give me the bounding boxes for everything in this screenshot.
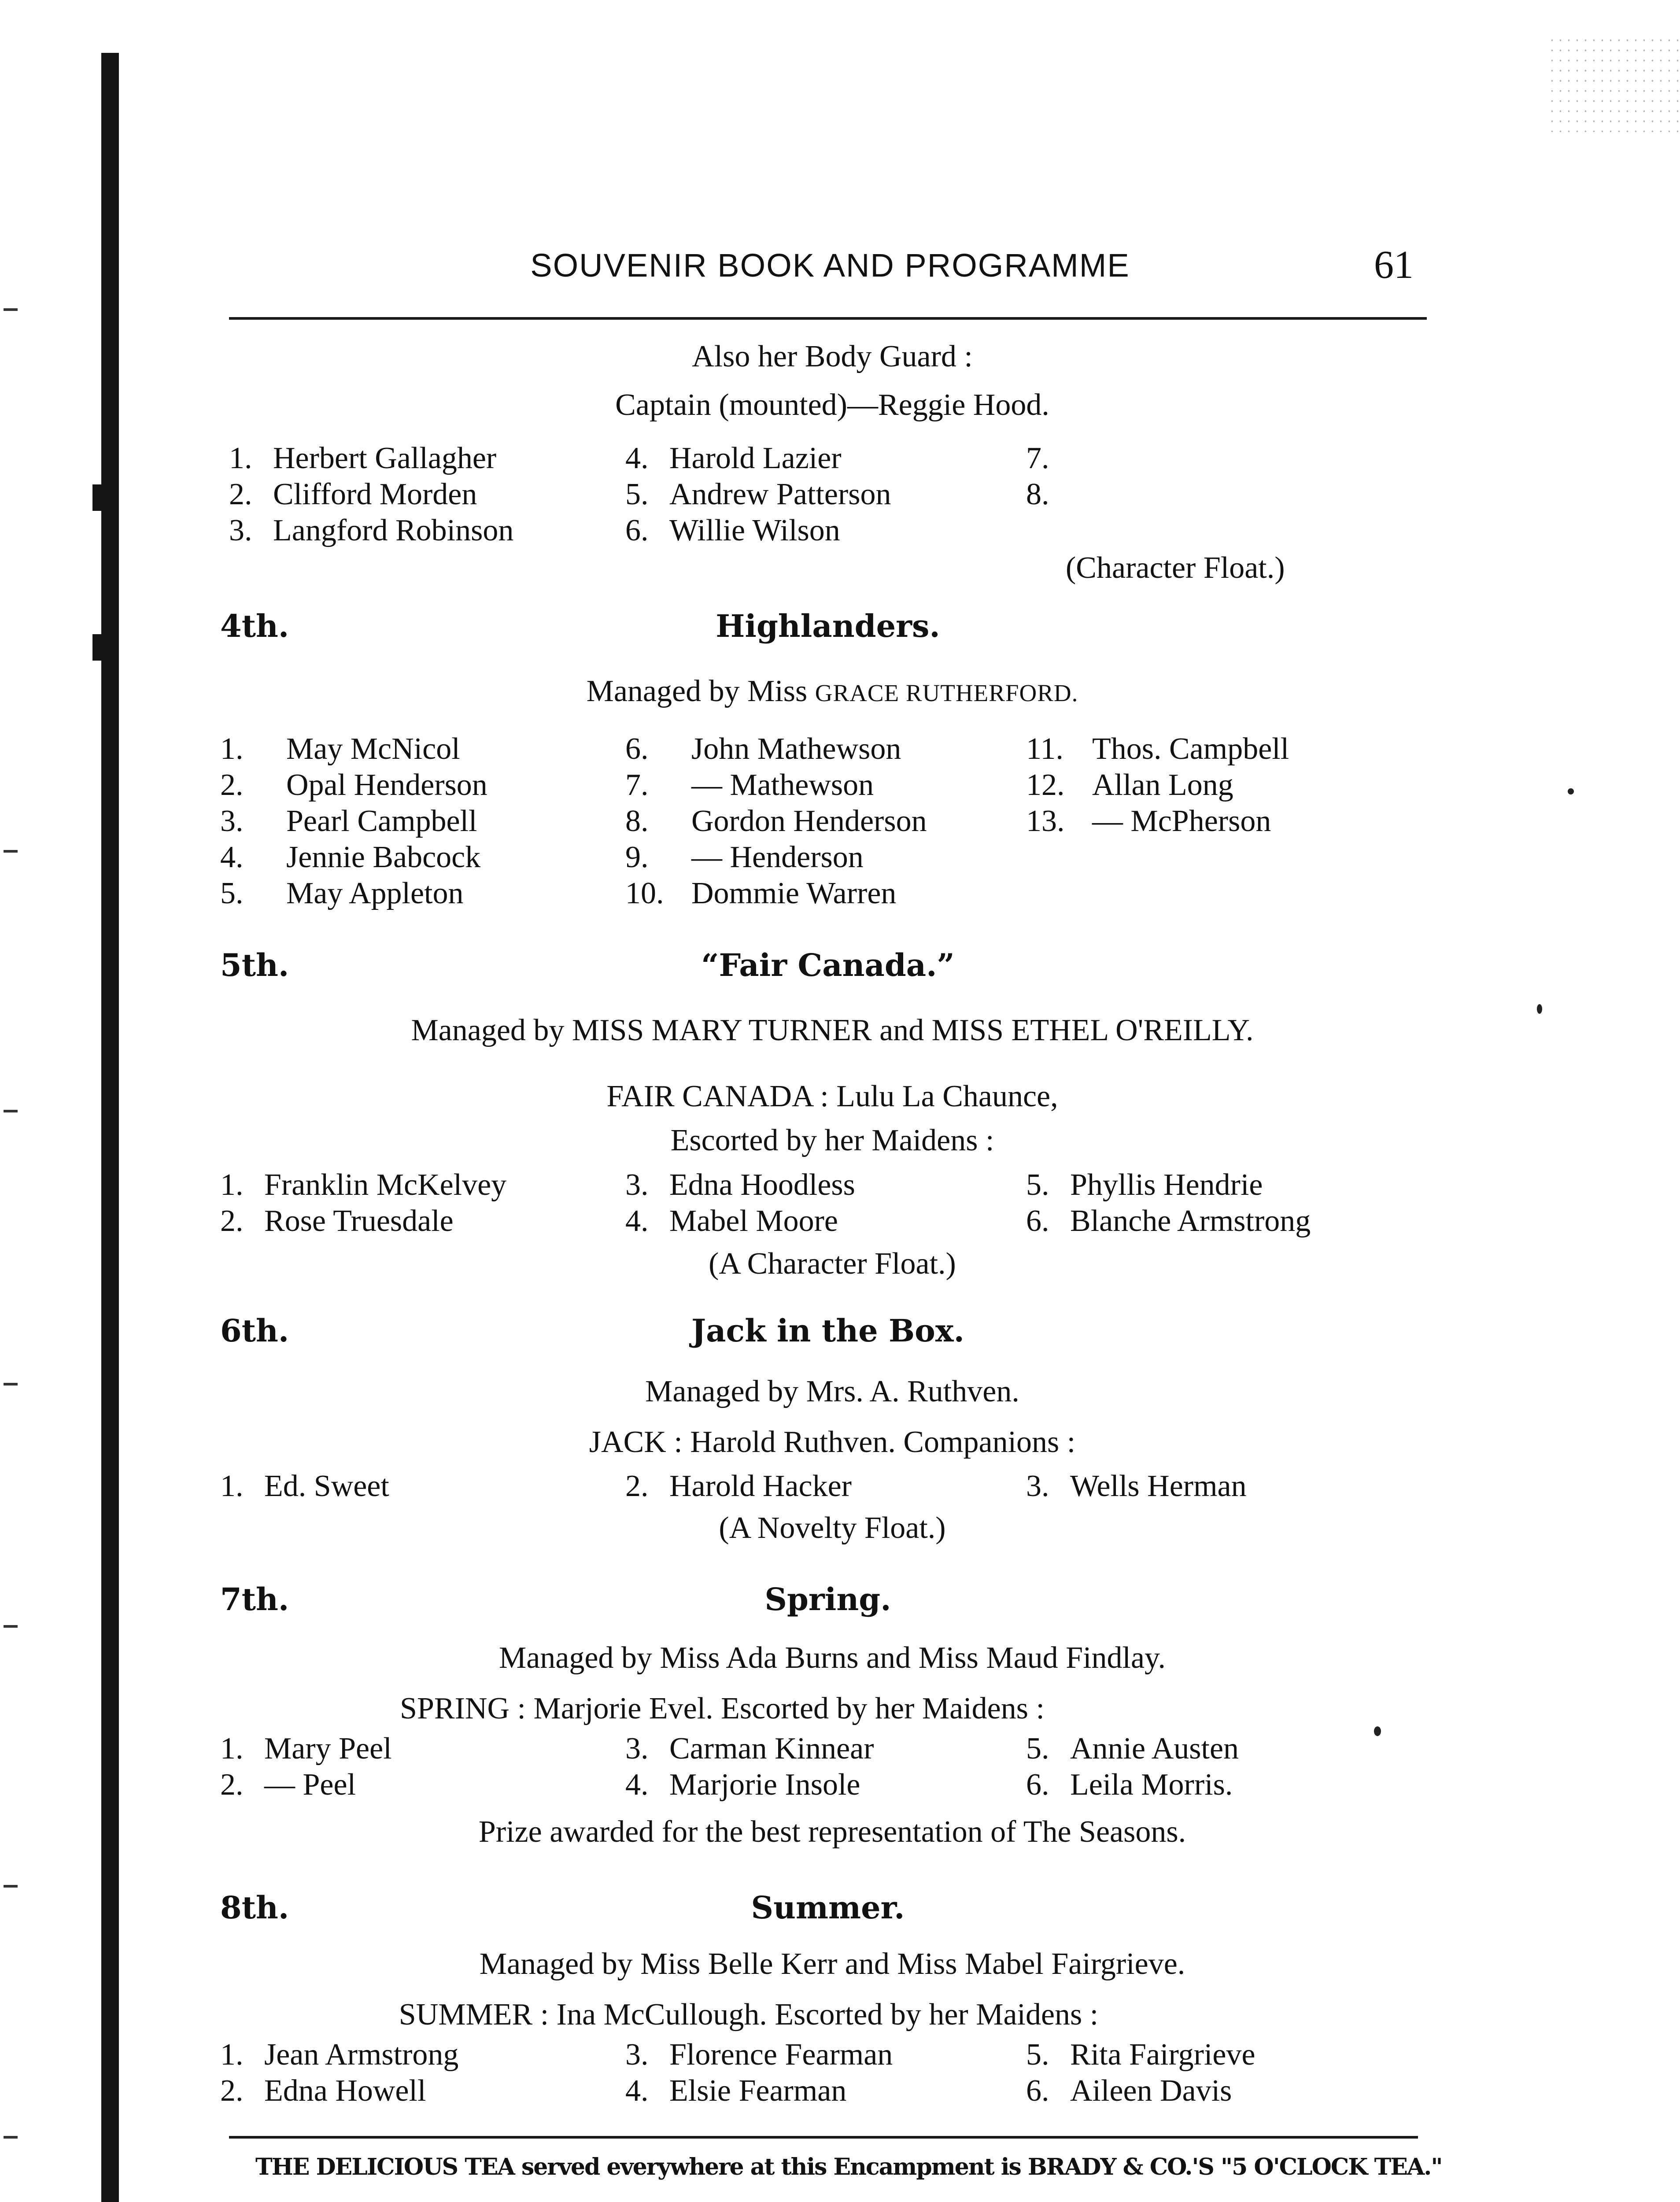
section-number: 5th. — [220, 947, 289, 983]
list-item: 2. Clifford Morden — [229, 477, 477, 511]
running-title: SOUVENIR BOOK AND PROGRAMME — [530, 247, 1130, 284]
section-title: Highlanders. — [716, 608, 940, 644]
edge-mark — [4, 1110, 18, 1112]
list-item: 5. May Appleton — [220, 876, 464, 910]
section-manager: Managed by Miss GRACE RUTHERFORD. — [586, 674, 1078, 708]
list-item: 1. Herbert Gallagher — [229, 441, 497, 475]
binding-mark — [92, 484, 102, 511]
speck — [1537, 1004, 1542, 1014]
list-item: 4. Jennie Babcock — [220, 840, 481, 874]
list-item: 7. — Mathewson — [625, 768, 874, 802]
edge-mark — [4, 308, 18, 311]
section-number: 6th. — [220, 1312, 289, 1349]
body-guard-col-2 — [625, 440, 891, 549]
section-col-1 — [220, 1731, 392, 1803]
section-col-2 — [625, 2037, 893, 2109]
list-item: 3. Florence Fearman — [625, 2038, 893, 2072]
speck — [1568, 788, 1574, 794]
section-lead: JACK : Harold Ruthven. Companions : — [589, 1425, 1076, 1459]
list-item: 9. — Henderson — [625, 840, 864, 874]
list-item: 12. Allan Long — [1026, 768, 1233, 802]
prize-note: Prize awarded for the best representation of The Seasons. — [478, 1815, 1186, 1849]
list-item: 2. Opal Henderson — [220, 768, 487, 802]
list-item: 5. Andrew Patterson — [625, 477, 891, 511]
section-note: (A Novelty Float.) — [719, 1511, 946, 1545]
binding-edge — [101, 53, 119, 2202]
list-item: 7. — [1026, 441, 1049, 475]
body-guard-intro: Also her Body Guard : — [692, 340, 973, 373]
list-item: 1. Mary Peel — [220, 1732, 392, 1766]
list-item: 4. Marjorie Insole — [625, 1768, 860, 1802]
list-item: 4. Mabel Moore — [625, 1204, 838, 1238]
list-item: 2. Harold Hacker — [625, 1469, 852, 1503]
list-item: 2. — Peel — [220, 1768, 356, 1802]
section-manager: Managed by Mrs. A. Ruthven. — [645, 1374, 1019, 1408]
section-number: 4th. — [220, 608, 289, 644]
edge-mark — [4, 1625, 18, 1628]
page-number: 61 — [1374, 243, 1414, 287]
section-escort: Escorted by her Maidens : — [670, 1123, 994, 1157]
section-number: 8th. — [220, 1889, 289, 1926]
body-guard-col-3 — [1026, 440, 1070, 513]
list-item: 1. Franklin McKelvey — [220, 1168, 507, 1202]
list-item: 8. Gordon Henderson — [625, 804, 927, 838]
list-item: 6. Willie Wilson — [625, 514, 840, 547]
list-item: 13. — McPherson — [1026, 804, 1271, 838]
footer-advert: THE DELICIOUS TEA served everywhere at this Encampment is BRADY & CO.'S "5 O'CLOCK TEA." — [255, 2154, 1442, 2180]
section-manager: Managed by Miss Belle Kerr and Miss Mabel Fairgrieve. — [479, 1947, 1185, 1981]
section-col-1 — [220, 2037, 458, 2109]
section-col-1 — [220, 731, 487, 912]
body-guard-captain: Captain (mounted)—Reggie Hood. — [615, 388, 1049, 422]
list-item: 2. Edna Howell — [220, 2074, 426, 2108]
list-item: 2. Rose Truesdale — [220, 1204, 454, 1238]
list-item: 3. Wells Herman — [1026, 1469, 1247, 1503]
list-item: 4. Elsie Fearman — [625, 2074, 847, 2108]
section-col-2 — [625, 1167, 855, 1239]
list-item: 6. Leila Morris. — [1026, 1768, 1233, 1802]
list-item: 3. Pearl Campbell — [220, 804, 477, 838]
list-item: 3. Carman Kinnear — [625, 1732, 874, 1766]
section-title: Spring. — [764, 1581, 891, 1618]
section-title: Summer. — [751, 1889, 905, 1926]
edge-mark — [4, 1885, 18, 1888]
list-item: 5. Annie Austen — [1026, 1732, 1239, 1766]
binding-mark — [92, 634, 102, 661]
edge-mark — [4, 850, 18, 853]
section-lead: FAIR CANADA : Lulu La Chaunce, — [606, 1079, 1058, 1113]
list-item: 5. Rita Fairgrieve — [1026, 2038, 1255, 2072]
list-item: 4. Harold Lazier — [625, 441, 842, 475]
section-col-3 — [1026, 1731, 1239, 1803]
edge-mark — [4, 2136, 18, 2139]
list-item: 3. Langford Robinson — [229, 514, 514, 547]
list-item: 5. Phyllis Hendrie — [1026, 1168, 1263, 1202]
speck — [1374, 1726, 1381, 1736]
header-rule — [229, 317, 1427, 320]
list-item: 8. — [1026, 477, 1049, 511]
list-item: 1. Ed. Sweet — [220, 1469, 389, 1503]
list-item: 6. Aileen Davis — [1026, 2074, 1232, 2108]
list-item: 6. John Mathewson — [625, 732, 901, 766]
section-col-2 — [625, 731, 927, 912]
section-col-3 — [1026, 731, 1289, 839]
section-manager: Managed by MISS MARY TURNER and MISS ETHEL O'REILLY. — [411, 1013, 1254, 1047]
list-item: 1. Jean Armstrong — [220, 2038, 459, 2072]
section-col-1 — [220, 1167, 506, 1239]
list-item: 11. Thos. Campbell — [1026, 732, 1289, 766]
section-lead: SUMMER : Ina McCullough. Escorted by her Maidens : — [399, 1998, 1099, 2032]
section-lead: SPRING : Marjorie Evel. Escorted by her Maidens : — [400, 1692, 1045, 1725]
list-item: 6. Blanche Armstrong — [1026, 1204, 1311, 1238]
section-col-2 — [625, 1731, 874, 1803]
body-guard-col-1 — [229, 440, 513, 549]
body-guard-note: (Character Float.) — [1066, 551, 1285, 585]
section-note: (A Character Float.) — [709, 1247, 956, 1281]
section-col-3 — [1026, 2037, 1255, 2109]
list-item: 1. May McNicol — [220, 732, 460, 766]
footer-rule — [229, 2136, 1418, 2139]
section-number: 7th. — [220, 1581, 289, 1618]
list-item: 3. Edna Hoodless — [625, 1168, 855, 1202]
edge-mark — [4, 1383, 18, 1385]
section-manager: Managed by Miss Ada Burns and Miss Maud Findlay. — [498, 1641, 1166, 1675]
section-col-3 — [1026, 1167, 1311, 1239]
section-title: Jack in the Box. — [691, 1312, 964, 1349]
scan-noise — [1548, 35, 1680, 132]
section-title: “Fair Canada.” — [701, 947, 955, 983]
list-item: 10. Dommie Warren — [625, 876, 897, 910]
